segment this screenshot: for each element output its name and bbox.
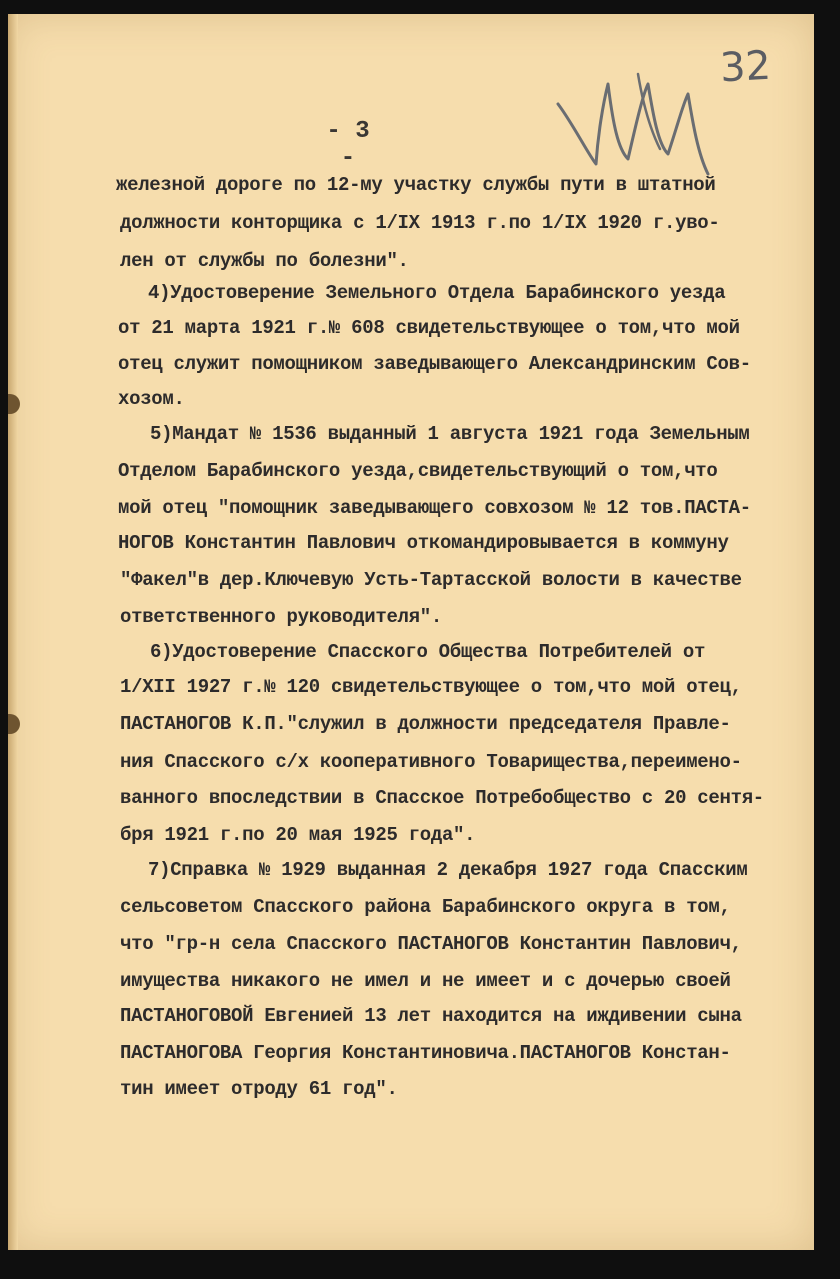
text-line: ПАСТАНОГОВА Георгия Константиновича.ПАСТАНОГОВ Констан-: [120, 1042, 731, 1064]
handwritten-signature: [548, 54, 738, 194]
text-line: должности конторщика с 1/IX 1913 г.по 1/IX 1920 г.уво-: [120, 212, 720, 234]
binding-hole: [8, 714, 20, 734]
text-line: 5)Мандат № 1536 выданный 1 августа 1921 года Земельным: [150, 423, 750, 445]
text-line: железной дороге по 12-му участку службы пути в штатной: [116, 174, 716, 196]
text-line: "Факел"в дер.Ключевую Усть-Тартасской волости в качестве: [120, 569, 742, 591]
text-line: ния Спасского с/х кооперативного Товарищества,переимено-: [120, 751, 742, 773]
text-line: НОГОВ Константин Павлович откомандировывается в коммуну: [118, 532, 729, 554]
text-line: ванного впоследствии в Спасское Потребобщество с 20 сентя-: [120, 787, 764, 809]
text-line: мой отец "помощник заведывающего совхозом № 12 тов.ПАСТА-: [118, 497, 751, 519]
text-line: что "гр-н села Спасского ПАСТАНОГОВ Константин Павлович,: [120, 933, 742, 955]
text-line: от 21 марта 1921 г.№ 608 свидетельствующее о том,что мой: [118, 317, 740, 339]
page-number: - 3 -: [326, 118, 370, 172]
text-line: отец служит помощником заведывающего Александринским Сов-: [118, 353, 751, 375]
binding-hole: [8, 394, 20, 414]
text-line: ответственного руководителя".: [120, 606, 442, 628]
text-line: имущества никакого не имел и не имеет и с дочерью своей: [120, 970, 731, 992]
text-line: ПАСТАНОГОВ К.П."служил в должности председателя Правле-: [120, 713, 731, 735]
text-line: сельсоветом Спасского района Барабинского округа в том,: [120, 896, 731, 918]
text-line: 6)Удостоверение Спасского Общества Потребителей от: [150, 641, 706, 663]
text-line: хозом.: [118, 388, 185, 410]
page-binding-edge: [8, 14, 18, 1250]
text-line: тин имеет отроду 61 год".: [120, 1078, 398, 1100]
text-line: 1/XII 1927 г.№ 120 свидетельствующее о том,что мой отец,: [120, 676, 742, 698]
text-line: лен от службы по болезни".: [120, 250, 409, 272]
text-line: ПАСТАНОГОВОЙ Евгенией 13 лет находится на иждивении сына: [120, 1005, 742, 1027]
text-line: 4)Удостоверение Земельного Отдела Барабинского уезда: [148, 282, 726, 304]
text-line: Отделом Барабинского уезда,свидетельствующий о том,что: [118, 460, 718, 482]
document-page: [8, 14, 814, 1250]
text-line: 7)Справка № 1929 выданная 2 декабря 1927 года Спасским: [148, 859, 748, 881]
text-line: бря 1921 г.по 20 мая 1925 года".: [120, 824, 476, 846]
archive-sheet-number: 32: [718, 42, 773, 92]
